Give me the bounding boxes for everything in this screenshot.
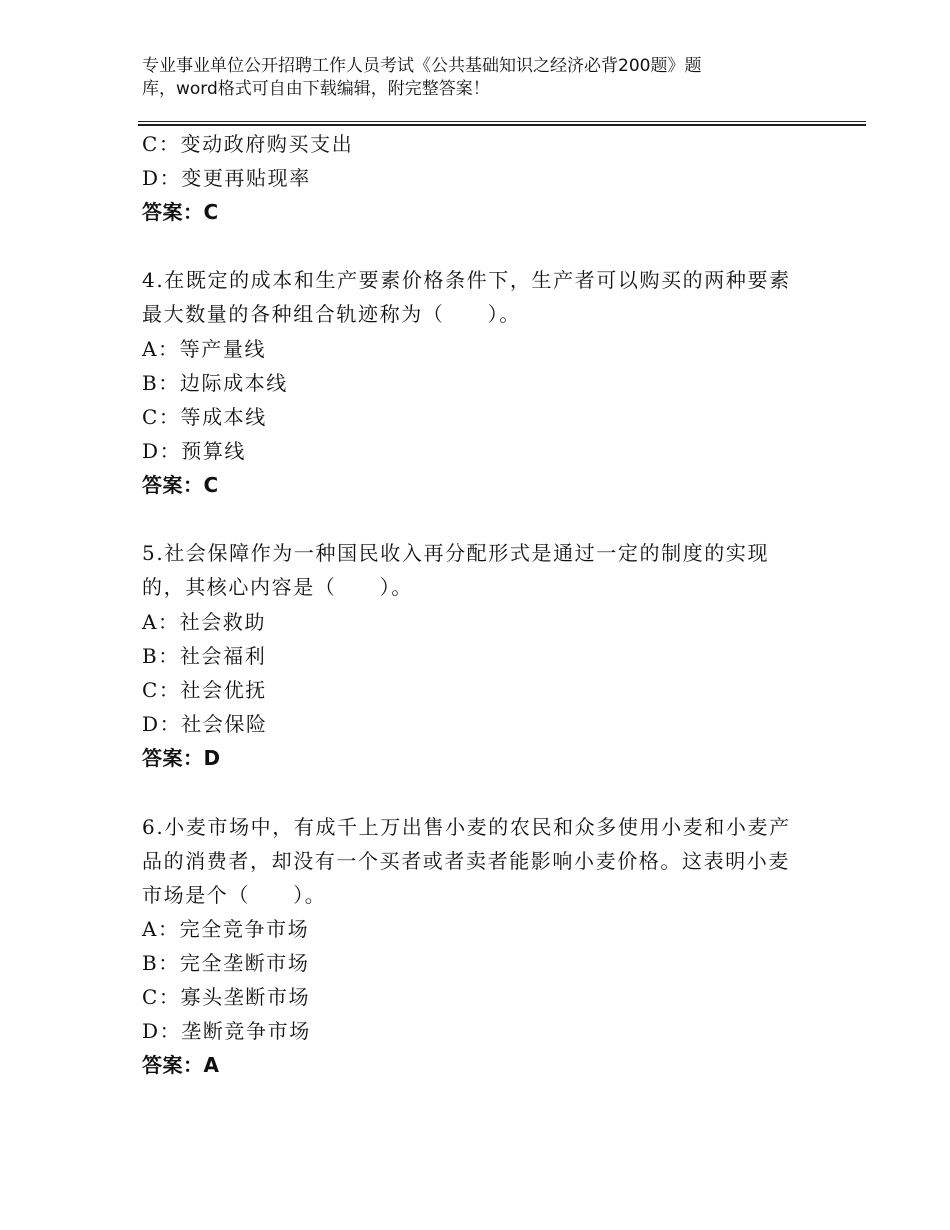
q6-option-b: B：完全垄断市场 xyxy=(142,951,310,975)
q4-stem-line-1: 4.在既定的成本和生产要素价格条件下，生产者可以购买的两种要素 xyxy=(142,268,791,292)
header-line-2: 库，word格式可自由下载编辑，附完整答案！ xyxy=(142,79,490,99)
q5-answer: 答案：D xyxy=(142,746,221,770)
q4-option-a: A：等产量线 xyxy=(142,337,267,361)
page-header xyxy=(142,55,782,101)
q6-option-a: A：完全竞争市场 xyxy=(142,917,310,941)
q5-option-b: B：社会福利 xyxy=(142,644,267,668)
q5-stem-line-1: 5.社会保障作为一种国民收入再分配形式是通过一定的制度的实现 xyxy=(142,541,770,565)
q6-answer: 答案：A xyxy=(142,1053,220,1077)
q5-option-c: C：社会优抚 xyxy=(142,678,267,702)
q5-stem-line-2: 的，其核心内容是（ ）。 xyxy=(142,575,413,599)
q6-option-c: C：寡头垄断市场 xyxy=(142,985,311,1009)
q6-stem-line-3: 市场是个（ ）。 xyxy=(142,883,327,907)
header-line-1: 专业事业单位公开招聘工作人员考试《公共基础知识之经济必背200题》题 xyxy=(142,56,702,76)
q4-option-d: D：预算线 xyxy=(142,439,247,463)
q4-answer: 答案：C xyxy=(142,473,219,497)
prev-answer: 答案：C xyxy=(142,200,219,224)
q6-option-d: D：垄断竞争市场 xyxy=(142,1019,311,1043)
q5-option-a: A：社会救助 xyxy=(142,610,267,634)
prev-option-c: C：变动政府购买支出 xyxy=(142,132,354,156)
header-rule-thin xyxy=(138,121,866,122)
q4-option-c: C：等成本线 xyxy=(142,405,267,429)
q4-stem-line-2: 最大数量的各种组合轨迹称为（ ）。 xyxy=(142,302,521,326)
prev-option-d: D：变更再贴现率 xyxy=(142,166,311,190)
q5-option-d: D：社会保险 xyxy=(142,712,268,736)
q6-stem-line-1: 6.小麦市场中，有成千上万出售小麦的农民和众多使用小麦和小麦产 xyxy=(142,815,791,839)
q4-option-b: B：边际成本线 xyxy=(142,371,288,395)
header-rule-thick xyxy=(138,124,866,126)
q6-stem-line-2: 品的消费者，却没有一个买者或者卖者能影响小麦价格。这表明小麦 xyxy=(142,849,790,873)
